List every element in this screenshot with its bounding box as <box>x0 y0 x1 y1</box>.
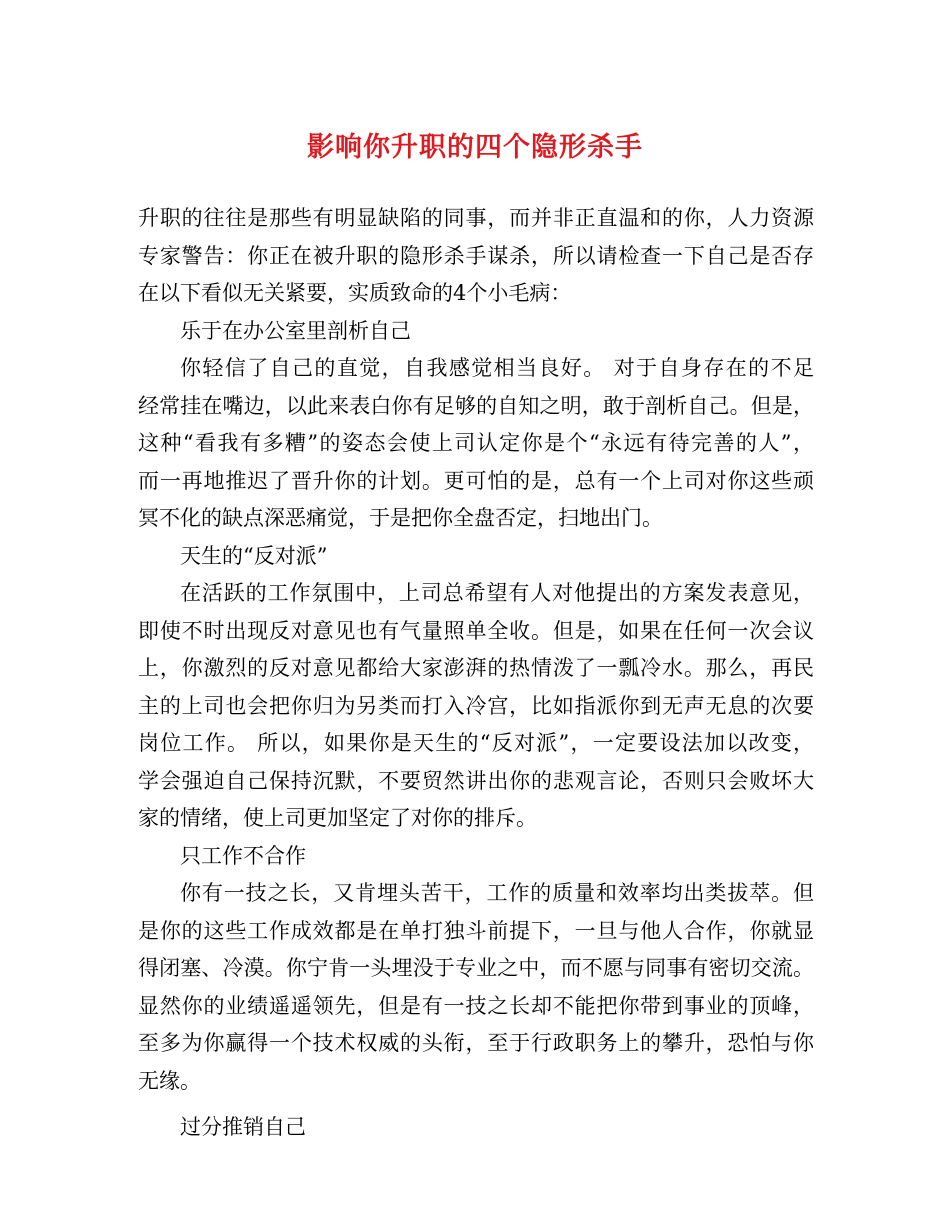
paragraph-first-line: 在活跃的工作氛围中，上司总希望有人对他提出的方案发表意见， <box>180 581 814 605</box>
paragraph-last-line: 家的情绪，使上司更加坚定了对你的排斥。 <box>138 806 537 830</box>
paragraph-last-line: 冥不化的缺点深恶痛觉，于是把你全盘否定，扫地出门。 <box>138 506 663 530</box>
paragraph-last-line: 无缘。 <box>138 1068 201 1093</box>
body-line: 专家警告：你正在被升职的隐形杀手谋杀，所以请检查一下自己是否存 <box>138 243 814 268</box>
document-title: 影响你升职的四个隐形杀手 <box>307 132 643 163</box>
body-line: 岗位工作。 所以，如果你是天生的“反对派”，一定要设法加以改变， <box>138 731 814 755</box>
body-line: 学会强迫自己保持沉默，不要贸然讲出你的悲观言论，否则只会败坏大 <box>138 768 814 793</box>
paragraph-last-line: 在以下看似无关紧要，实质致命的4个小毛病： <box>138 281 572 305</box>
body-line: 显然你的业绩遥遥领先，但是有一技之长却不能把你带到事业的顶峰， <box>138 993 814 1018</box>
body-line: 至多为你赢得一个技术权威的头衔，至于行政职务上的攀升，恐怕与你 <box>138 1031 814 1055</box>
paragraph-first-line: 你轻信了自己的直觉，自我感觉相当良好。 对于自身存在的不足 <box>180 356 814 380</box>
body-line: 升职的往往是那些有明显缺陷的同事，而并非正直温和的你，人力资源 <box>138 206 814 230</box>
body-line: 得闭塞、冷漠。你宁肯一头埋没于专业之中，而不愿与同事有密切交流。 <box>138 956 814 980</box>
section-heading: 天生的“反对派” <box>180 543 328 568</box>
body-line: 即使不时出现反对意见也有气量照单全收。但是，如果在任何一次会议 <box>138 618 814 643</box>
body-line: 上，你激烈的反对意见都给大家澎湃的热情泼了一瓢冷水。那么，再民 <box>138 656 814 680</box>
body-line: 而一再地推迟了晋升你的计划。更可怕的是，总有一个上司对你这些顽 <box>138 468 814 493</box>
body-line: 是你的这些工作成效都是在单打独斗前提下，一旦与他人合作，你就显 <box>138 918 814 943</box>
paragraph-first-line: 你有一技之长，又肯埋头苦干，工作的质量和效率均出类拔萃。但 <box>180 881 814 905</box>
document-body <box>138 200 814 1147</box>
body-line: 主的上司也会把你归为另类而打入冷宫，比如指派你到无声无息的次要 <box>138 693 814 718</box>
section-heading: 只工作不合作 <box>180 843 306 868</box>
section-heading: 乐于在办公室里剖析自己 <box>180 318 411 343</box>
section-heading: 过分推销自己 <box>180 1115 306 1139</box>
paragraph-gap <box>138 1100 814 1109</box>
body-line: 经常挂在嘴边，以此来表白你有足够的自知之明，敢于剖析自己。但是， <box>138 393 814 418</box>
body-line: 这种“看我有多糟”的姿态会使上司认定你是个“永远有待完善的人”， <box>138 431 814 455</box>
